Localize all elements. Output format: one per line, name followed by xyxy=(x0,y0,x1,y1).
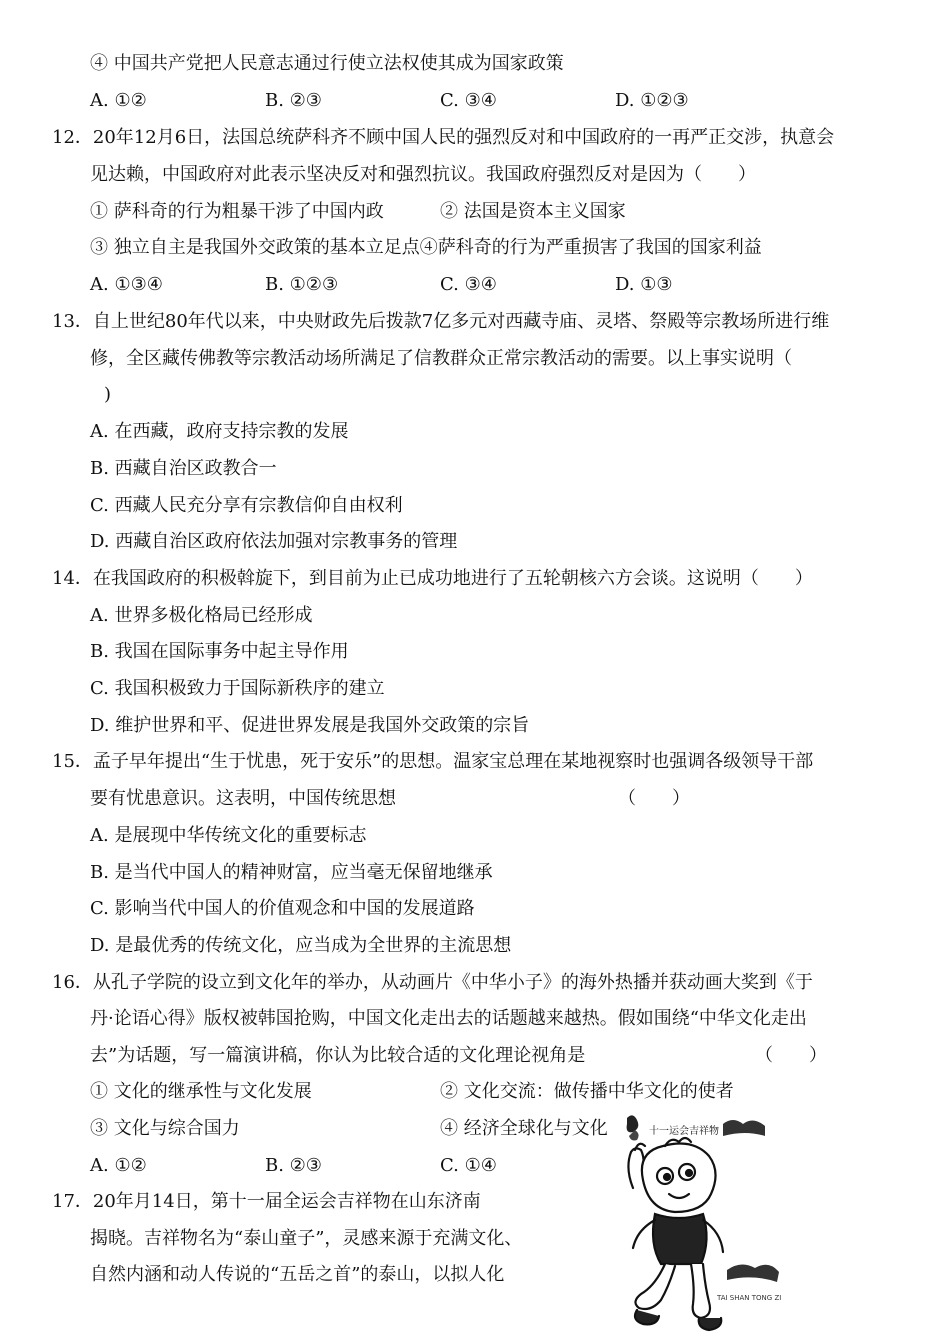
q11-option-d[interactable]: D. ①②③ xyxy=(615,90,689,111)
q13-stem-line1: 13．自上世纪80年代以来，中央财政先后拨款7亿多元对西藏寺庙、灵塔、祭殿等宗教场所进行维 xyxy=(52,311,830,332)
mascot-svg xyxy=(605,1110,785,1335)
q17-stem-line3: 自然内涵和动人传说的“五岳之首”的泰山，以拟人化 xyxy=(90,1264,505,1285)
q11-option-b[interactable]: B. ②③ xyxy=(265,90,322,111)
q16-answer-paren: （ ） xyxy=(755,1045,827,1066)
q14-option-d[interactable]: D. 维护世界和平、促进世界发展是我国外交政策的宗旨 xyxy=(90,715,530,736)
q13-stem-line3: ) xyxy=(104,384,112,405)
q11-statement-4: ④ 中国共产党把人民意志通过行使立法权使其成为国家政策 xyxy=(90,53,564,74)
q12-stem-line1: 12．20年12月6日，法国总统萨科齐不顾中国人民的强烈反对和中国政府的一再严正交涉，执意会 xyxy=(52,127,835,148)
mascot-caption-text: TAI SHAN TONG ZI xyxy=(717,1294,782,1302)
q13-option-c[interactable]: C. 西藏人民充分享有宗教信仰自由权利 xyxy=(90,495,403,516)
q13-option-a[interactable]: A. 在西藏，政府支持宗教的发展 xyxy=(90,421,349,442)
q16-option-a[interactable]: A. ①② xyxy=(90,1155,147,1176)
q13-stem-line2: 修，全区藏传佛教等宗教活动场所满足了信教群众正常宗教活动的需要。以上事实说明（ xyxy=(90,348,792,369)
q13-option-d[interactable]: D. 西藏自治区政府依法加强对宗教事务的管理 xyxy=(90,531,458,552)
q16-statement-3: ③ 文化与综合国力 xyxy=(90,1118,240,1139)
q16-statement-1: ① 文化的继承性与文化发展 xyxy=(90,1081,312,1102)
q15-option-a[interactable]: A. 是展现中华传统文化的重要标志 xyxy=(90,825,367,846)
q15-answer-paren: （ ） xyxy=(618,788,690,809)
q15-option-d[interactable]: D. 是最优秀的传统文化，应当成为全世界的主流思想 xyxy=(90,935,512,956)
q13-option-b[interactable]: B. 西藏自治区政教合一 xyxy=(90,458,277,479)
q16-options xyxy=(90,1154,590,1178)
q12-option-c[interactable]: C. ③④ xyxy=(440,274,497,295)
q15-stem-line2: 要有忧患意识。这表明，中国传统思想 xyxy=(90,788,396,809)
q16-stem-line1: 16．从孔子学院的设立到文化年的举办，从动画片《中华小子》的海外热播并获动画大奖到《于 xyxy=(52,972,813,993)
q12-options xyxy=(90,273,790,297)
q14-option-a[interactable]: A. 世界多极化格局已经形成 xyxy=(90,605,313,626)
q12-option-d[interactable]: D. ①③ xyxy=(615,274,673,295)
q16-option-c[interactable]: C. ①④ xyxy=(440,1155,497,1176)
q14-option-c[interactable]: C. 我国积极致力于国际新秩序的建立 xyxy=(90,678,385,699)
q15-stem-line1: 15．孟子早年提出“生于忧患，死于安乐”的思想。温家宝总理在某地视察时也强调各级领导干部 xyxy=(52,751,814,772)
q11-option-a[interactable]: A. ①② xyxy=(90,90,147,111)
q15-option-b[interactable]: B. 是当代中国人的精神财富，应当毫无保留地继承 xyxy=(90,862,493,883)
games-logo-icon xyxy=(627,1115,639,1140)
q12-statement-2: ② 法国是资本主义国家 xyxy=(440,201,626,222)
q17-stem-line1: 17．20年月14日，第十一届全运会吉祥物在山东济南 xyxy=(52,1191,481,1212)
q16-stem-line3: 去”为话题，写一篇演讲稿，你认为比较合适的文化理论视角是 xyxy=(90,1045,586,1066)
mascot-illustration xyxy=(605,1110,785,1335)
q16-stem-line2: 丹·论语心得》版权被韩国抢购，中国文化走出去的话题越来越热。假如围绕“中华文化走出 xyxy=(90,1008,807,1029)
q16-statement-4: ④ 经济全球化与文化 xyxy=(440,1118,608,1139)
q12-option-a[interactable]: A. ①③④ xyxy=(90,274,163,295)
q12-statement-3-4: ③ 独立自主是我国外交政策的基本立足点④萨科奇的行为严重损害了我国的国家利益 xyxy=(90,237,762,258)
q12-stem-line2: 见达赖，中国政府对此表示坚决反对和强烈抗议。我国政府强烈反对是因为（ ） xyxy=(90,164,756,185)
q16-statement-2: ② 文化交流：做传播中华文化的使者 xyxy=(440,1081,734,1102)
q14-option-b[interactable]: B. 我国在国际事务中起主导作用 xyxy=(90,641,349,662)
q14-stem: 14．在我国政府的积极斡旋下，到目前为止已成功地进行了五轮朝核六方会谈。这说明（ ） xyxy=(52,568,813,589)
q12-statement-1: ① 萨科奇的行为粗暴干涉了中国内政 xyxy=(90,201,384,222)
q16-option-b[interactable]: B. ②③ xyxy=(265,1155,322,1176)
q15-option-c[interactable]: C. 影响当代中国人的价值观念和中国的发展道路 xyxy=(90,898,475,919)
mascot-caption-stamp xyxy=(727,1264,779,1282)
mascot-banner-text: 十一运会吉祥物 xyxy=(649,1126,719,1137)
q11-option-c[interactable]: C. ③④ xyxy=(440,90,497,111)
q17-stem-line2: 揭晓。吉祥物名为“泰山童子”，灵感来源于充满文化、 xyxy=(90,1228,523,1249)
q12-option-b[interactable]: B. ①②③ xyxy=(265,274,339,295)
q11-options xyxy=(90,89,790,113)
